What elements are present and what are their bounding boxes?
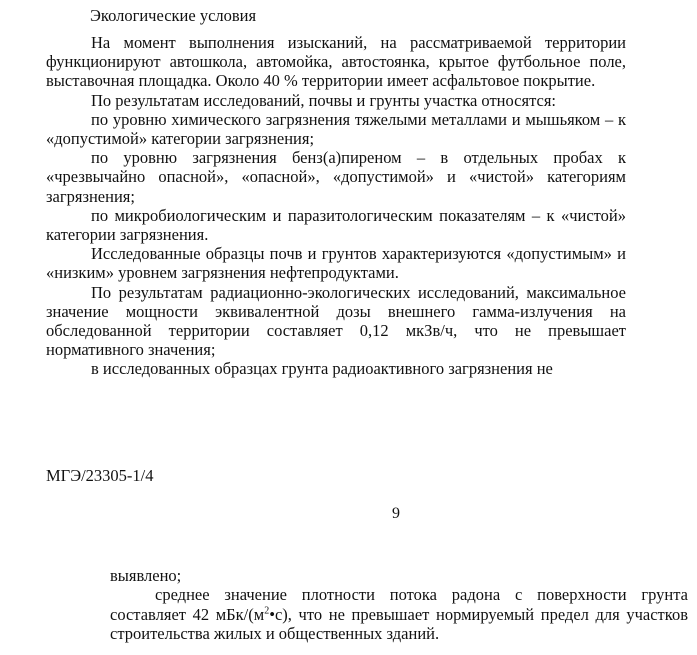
radon-text-start: среднее значение плотности потока радона с поверхности грунта составляет 42 мБк/(м [110,585,688,624]
paragraph-8: в исследованных образцах грунта радиоактивного загрязнения не [91,359,553,379]
next-page-text [110,566,688,643]
document-code: МГЭ/23305-1/4 [46,466,154,485]
page-number: 9 [392,505,400,522]
radon-paragraph [110,585,688,643]
superscript-2: 2 [264,605,270,617]
paragraph-1: На момент выполнения изысканий, на рассматриваемой территории функционируют автошкола, автомойка, автостоянка, крытое футбольное поле, выставочная площадка. Около 40 % территории имеет асфальтовое покрытие. [46,33,626,91]
paragraph-2: По результатам исследований, почвы и грунты участка относятся: [91,90,556,110]
paragraph-7: По результатам радиационно-экологических исследований, максимальное значение мощности эквивалентной дозы внешнего гамма-излучения на обследованной территории составляет 0,12 мкЗв/ч, что не превышает нормативного значения; [46,282,626,360]
paragraph-3: по уровню химического загрязнения тяжелыми металлами и мышьяком – к «допустимой» категории загрязнения; [46,109,626,149]
continuation-line: выявлено; [110,566,182,585]
section-heading: Экологические условия [90,6,257,25]
radon-text-end: •с), что не превышает нормируемый предел для участков строительства жилых и общественных зданий. [110,604,688,643]
body-text [46,33,626,379]
paragraph-4: по уровню загрязнения бенз(а)пиреном – в отдельных пробах к «чрезвычайно опасной», «опасной», «допустимой» и «чистой» категориям загрязнения; [46,148,626,206]
paragraph-5: по микробиологическим и паразитологическим показателям – к «чистой» категории загрязнения. [46,205,626,245]
paragraph-6: Исследованные образцы почв и грунтов характеризуются «допустимым» и «низким» уровнем загрязнения нефтепродуктами. [46,244,626,283]
